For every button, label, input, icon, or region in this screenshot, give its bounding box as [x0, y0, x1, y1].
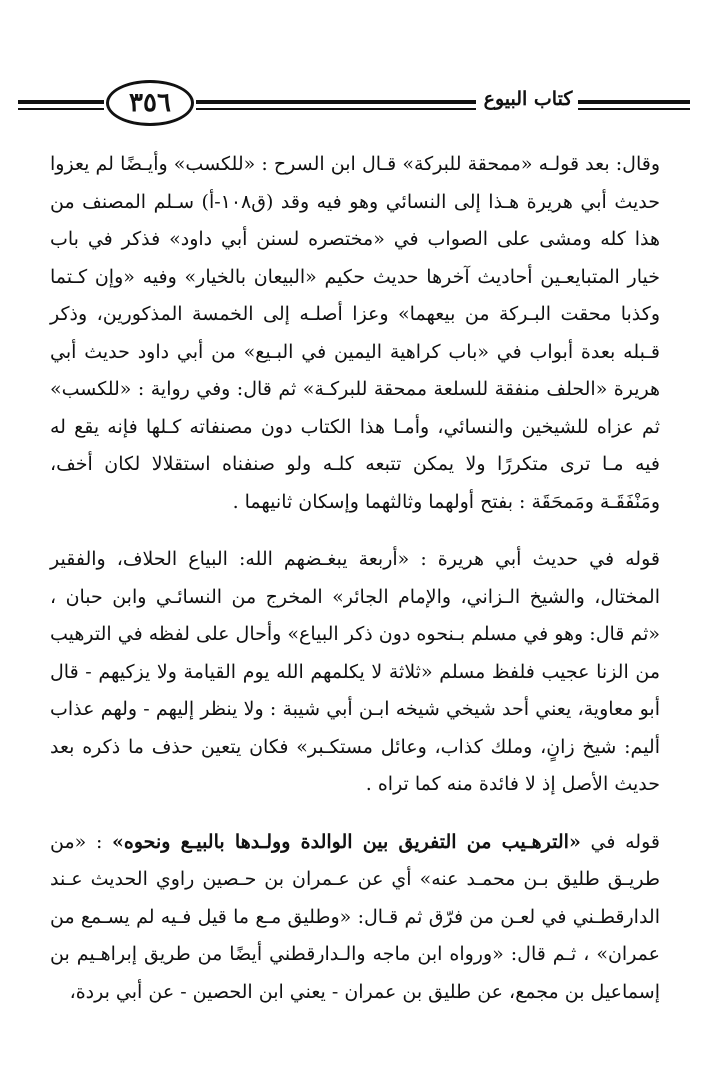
header-rule-left-thick	[18, 100, 104, 104]
page-body	[50, 146, 660, 1011]
header-rule-right-thick	[578, 100, 690, 104]
paragraph-3-prefix: قوله في	[590, 830, 660, 853]
paragraph-3	[50, 824, 660, 1012]
chapter-title: كتاب البيوع	[483, 88, 573, 110]
header-rule-middle-thick	[196, 100, 476, 104]
header-rule-left-thin	[18, 108, 104, 110]
page-header	[18, 78, 690, 134]
page-number-text: ٣٥٦	[129, 88, 171, 118]
header-rule-middle-thin	[196, 108, 476, 110]
section-heading-quote: «الترهـيب من التفريق بين الوالدة وولـدها بالبيـع ونحوه»	[112, 830, 581, 853]
page-number	[106, 80, 194, 126]
header-rule-right-thin	[578, 108, 690, 110]
paragraph-2: قوله في حديث أبي هريرة : «أربعة يبغـضهم الله: البياع الحلاف، والفقير المختال، والشيخ الـزاني، والإمام الجائر» المخرج من النسائـي وابن حبان ، «ثم قال: وهو في مسلم بـنحوه دون ذكر البياع» وأحال على لفظه في الترهيب من الزنا عجيب فلفظ مسلم «ثلاثة لا يكلمهم الله يوم القيامة ولا يزكيهم - قال أبو معاوية، يعني أحد شيخي شيخه ابـن أبي شيبة : ولا ينظر إليهم - ولهم عذاب أليم: شيخ زانٍ، وملك كذاب، وعائل مستكـبر» فكان يتعين حذف ما ذكره بعد حديث الأصل إذ لا فائدة منه كما تراه .	[50, 548, 660, 795]
paragraph-1: وقال: بعد قولـه «ممحقة للبركة» قـال ابن السرح : «للكسب» وأيـضًا لم يعزوا حديث أبي هريرة هـذا إلى النسائي وهو فيه وقد (ق١٠٨-أ) سـلم المصنف من هذا كله ومشى على الصواب في «مختصره لسنن أبي داود» فذكر في باب خيار المتبايعـين أحاديث آخرها حديث حكيم «البيعان بالخيار» وفيه «وإن كـتما وكذبا محقت البـركة من بيعهما» وعزا أصلـه إلى الخمسة المذكورين، وذكر قـبله بعدة أبواب في «باب كراهية اليمين في البـيع» من أبي داود حديث أبي هريرة «الحلف منفقة للسلعة ممحقة للبركـة» ثم قال: وفي رواية : «للكسب» ثم عزاه للشيخين والنسائي، وأمـا هذا الكتاب دون مصنفاته كـلها فإنه يقع له فيه مـا ترى متكررًا ولا يمكن تتبعه كلـه ولو صنفناه استقلالا لكان أخف، ومَنْفَقَـة ومَمحَقَة : بفتح أولهما وثالثهما وإسكان ثانيهما .	[50, 153, 660, 513]
paragraph-3-text: : «من طريـق طليق بـن محمـد عنه» أي عن عـمران بن حـصين راوي الحديث عـند الدارقطـني في لعـن من فرّق ثم قـال: «وطليق مـع ما قيل فـيه لم يسـمع من عمران» ، ثـم قال: «ورواه ابن ماجه والـدارقطني أيضًا من طريق إبراهـيم بن إسماعيل بن مجمع، عن طليق بن عمران - يعني ابن الحصين - عن أبي بردة،	[50, 830, 660, 1003]
